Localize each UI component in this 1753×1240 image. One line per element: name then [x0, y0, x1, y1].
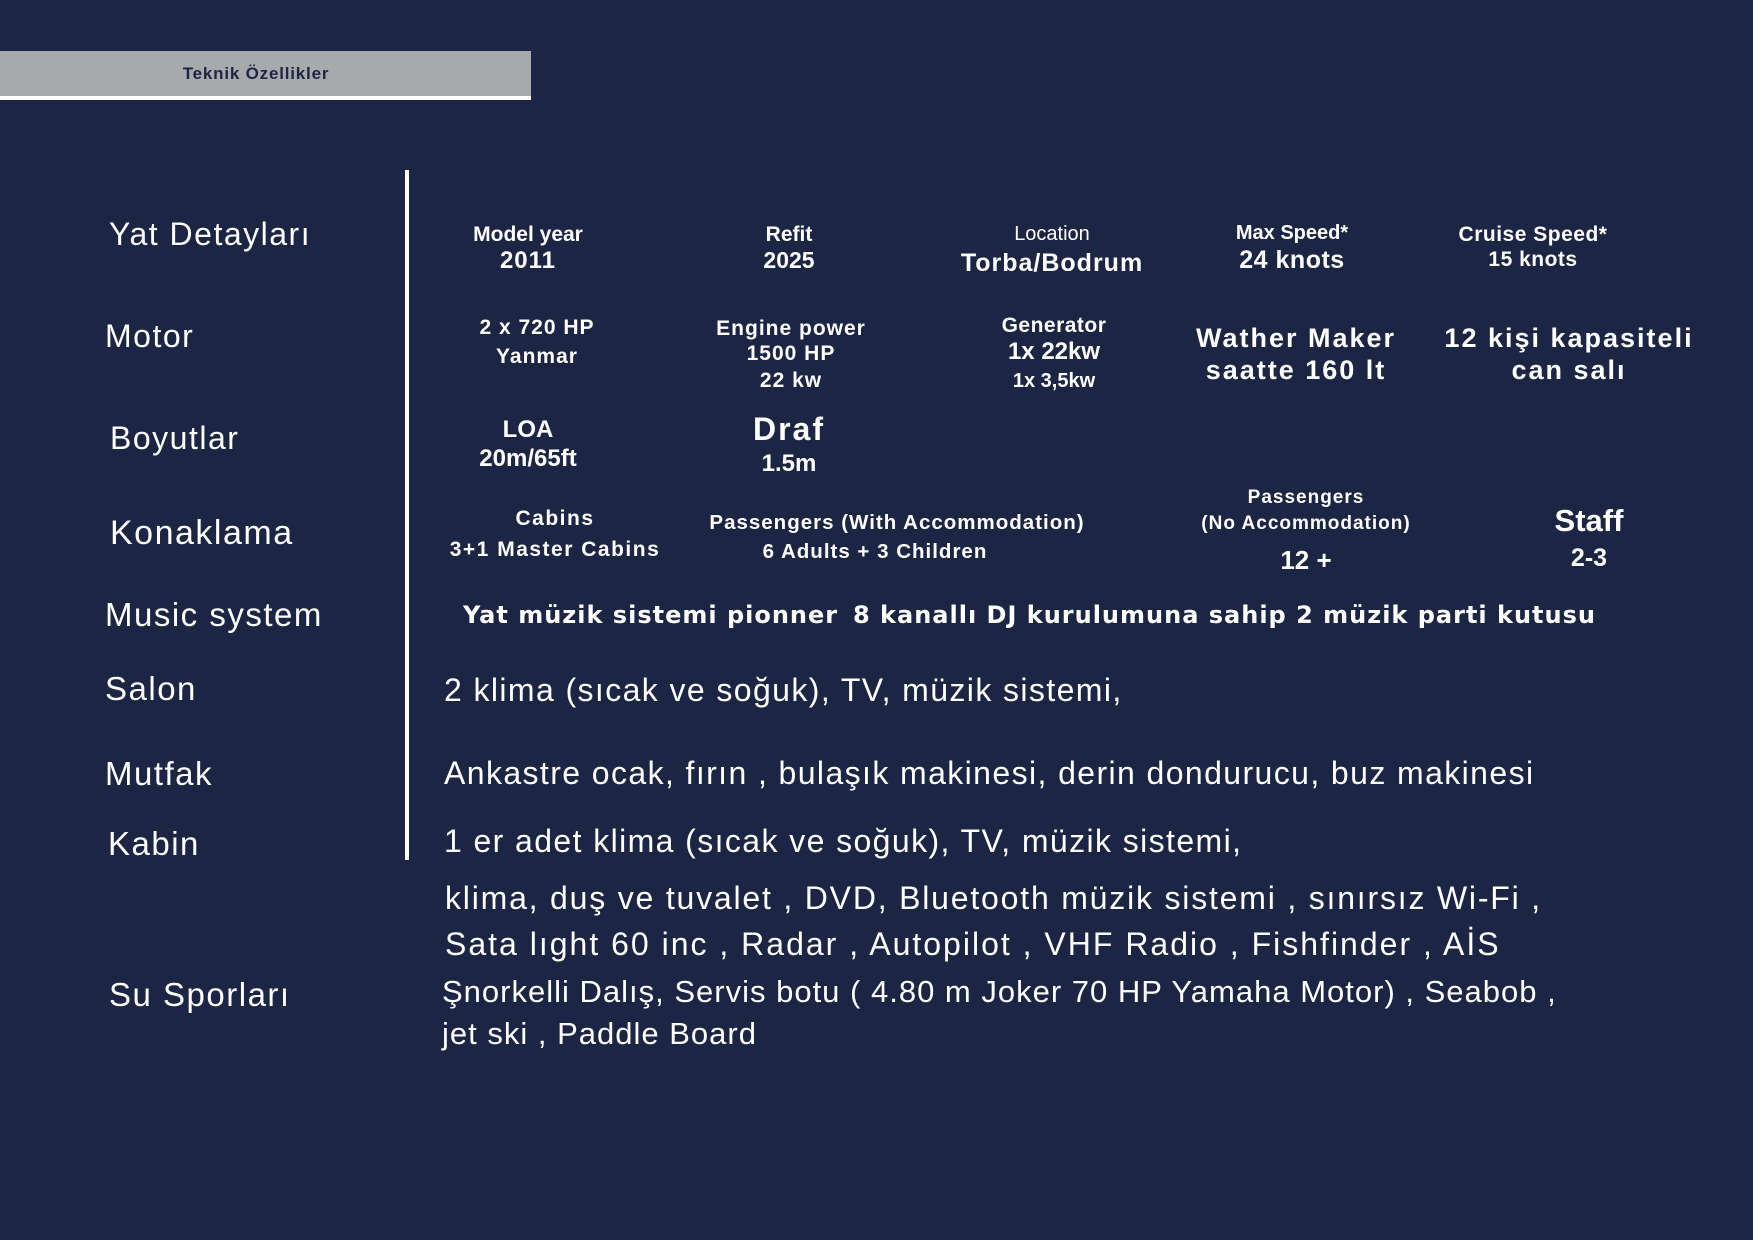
generator-line1: 1x 22kw: [1007, 338, 1101, 366]
vertical-divider: [405, 170, 409, 860]
staff-label: Staff: [1554, 503, 1624, 538]
water-maker-line1: Wather Maker: [1195, 323, 1397, 353]
label-su-sporlari: Su Sporları: [109, 976, 291, 1013]
location-label: Location: [1014, 223, 1090, 245]
model-year-label: Model year: [473, 223, 583, 246]
model-year-cell: [473, 222, 583, 276]
model-year-value: 2011: [499, 247, 557, 275]
kabin-line1: 1 er adet klima (sıcak ve soğuk), TV, müzik sistemi,: [444, 823, 1243, 859]
cruise-speed-label: Cruise Speed*: [1458, 223, 1608, 246]
engine-power-line2: 22 kw: [759, 369, 823, 393]
label-music-system: Music system: [105, 596, 323, 633]
refit-value: 2025: [763, 247, 815, 274]
loa-label: LOA: [502, 416, 554, 443]
generator-cell: [1002, 313, 1107, 393]
max-speed-cell: [1236, 221, 1348, 275]
header-bar: [0, 51, 531, 100]
passengers-no-accommodation-line2: (No Accommodation): [1201, 513, 1411, 535]
passengers-no-accommodation-cell: [1201, 485, 1410, 577]
location-cell: [961, 222, 1143, 278]
label-yat-detaylari: Yat Detayları: [109, 216, 312, 252]
kabin-line2: klima, duş ve tuvalet , DVD, Bluetooth müzik sistemi , sınırsız Wi-Fi ,: [445, 880, 1542, 916]
max-speed-label: Max Speed*: [1235, 222, 1349, 244]
engines-cell: [479, 315, 594, 369]
cabins-label: Cabins: [515, 507, 595, 530]
label-kabin: Kabin: [108, 825, 200, 862]
cabins-value: 3+1 Master Cabins: [449, 538, 661, 562]
label-motor: Motor: [105, 318, 195, 354]
engine-power-cell: [716, 316, 866, 394]
life-raft-cell: [1444, 322, 1693, 387]
generator-label: Generator: [1001, 314, 1107, 337]
passengers-accommodation-value: 6 Adults + 3 Children: [762, 539, 988, 563]
max-speed-value: 24 knots: [1239, 246, 1345, 274]
engine-power-line1: 1500 HP: [746, 342, 836, 366]
staff-value: 2-3: [1570, 544, 1608, 573]
life-raft-line2: can salı: [1511, 355, 1627, 386]
draft-cell: [753, 410, 825, 479]
cruise-speed-cell: [1459, 222, 1608, 272]
passengers-no-accommodation-line1: Passengers: [1247, 487, 1365, 508]
label-mutfak: Mutfak: [105, 755, 214, 792]
loa-cell: [479, 416, 576, 474]
label-konaklama: Konaklama: [110, 514, 294, 552]
music-system-item2: 8 kanallı DJ kurulumuna sahip 2 müzik parti kutusu: [853, 601, 1596, 629]
engines-line2: Yanmar: [496, 345, 578, 369]
loa-value: 20m/65ft: [479, 444, 577, 472]
passengers-accommodation-label: Passengers (With Accommodation): [709, 511, 1085, 534]
life-raft-line1: 12 kişi kapasiteli: [1444, 323, 1694, 353]
passengers-accommodation-cell: [709, 511, 1084, 564]
refit-label: Refit: [765, 223, 813, 246]
draft-value: 1.5m: [761, 450, 817, 478]
kabin-line3: Sata lıght 60 inc , Radar , Autopilot , VHF Radio , Fishfinder , AİS: [445, 926, 1501, 962]
engine-power-label: Engine power: [716, 317, 866, 340]
water-maker-cell: [1196, 322, 1396, 387]
music-system-item1: Yat müzik sistemi pionner: [463, 601, 839, 629]
staff-cell: [1555, 502, 1624, 573]
mutfak-text: Ankastre ocak, fırın , bulaşık makinesi, derin dondurucu, buz makinesi: [444, 755, 1535, 791]
su-sporlari-line2: jet ski , Paddle Board: [442, 1016, 757, 1051]
refit-cell: [763, 222, 814, 275]
label-boyutlar: Boyutlar: [110, 420, 240, 456]
generator-line2: 1x 3,5kw: [1012, 369, 1096, 392]
location-value: Torba/Bodrum: [960, 249, 1144, 277]
su-sporlari-line1: Şnorkelli Dalış, Servis botu ( 4.80 m Joker 70 HP Yamaha Motor) , Seabob ,: [442, 974, 1557, 1009]
page-title: Teknik Özellikler: [182, 64, 330, 83]
engines-line1: 2 x 720 HP: [479, 316, 595, 339]
label-salon: Salon: [105, 670, 197, 707]
cabins-cell: [450, 506, 661, 562]
salon-text: 2 klima (sıcak ve soğuk), TV, müzik sistemi,: [444, 672, 1123, 708]
water-maker-line2: saatte 160 lt: [1205, 355, 1387, 386]
passengers-no-accommodation-value: 12 +: [1280, 545, 1332, 576]
cruise-speed-value: 15 knots: [1488, 248, 1578, 272]
draft-label: Draf: [752, 411, 826, 447]
